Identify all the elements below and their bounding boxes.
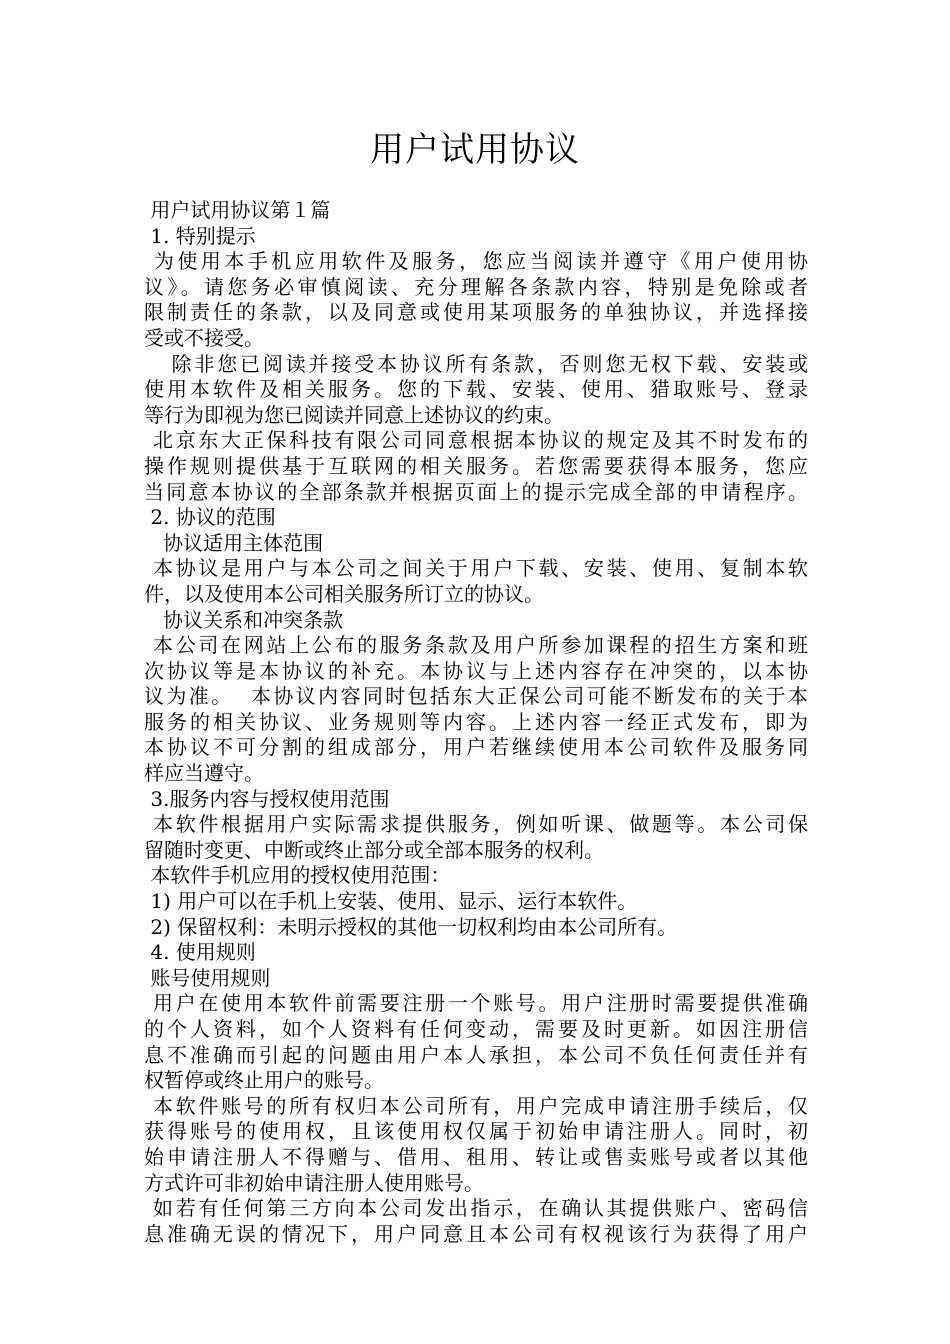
document-line: 本协议是用户与本公司之间关于用户下载、安装、使用、复制本软 (144, 556, 808, 581)
document-line: 权暂停或终止用户的账号。 (144, 1068, 384, 1093)
document-line: 件，以及使用本公司相关服务所订立的协议。 (144, 581, 544, 606)
document-line: 协议适用主体范围 (144, 530, 324, 555)
document-line: 样应当遵守。 (144, 761, 264, 786)
document-title: 用户试用协议 (370, 130, 580, 170)
document-line: 当同意本协议的全部条款并根据页面上的提示完成全部的申请程序。 (144, 479, 808, 504)
document-line: 获得账号的使用权，且该使用权仅属于初始申请注册人。同时，初 (144, 1119, 808, 1144)
document-line: 1) 用户可以在手机上安装、使用、显示、运行本软件。 (144, 889, 638, 914)
document-line: 为使用本手机应用软件及服务，您应当阅读并遵守《用户使用协 (144, 249, 808, 274)
document-line: 息准确无误的情况下，用户同意且本公司有权视该行为获得了用户 (144, 1221, 808, 1246)
document-line: 限制责任的条款，以及同意或使用某项服务的单独协议，并选择接 (144, 300, 808, 325)
document-line: 4. 使用规则 (144, 940, 256, 965)
document-line: 3.服务内容与授权使用范围 (144, 786, 390, 811)
document-line: 等行为即视为您已阅读并同意上述协议的约束。 (144, 402, 564, 427)
document-line: 次协议等是本协议的补充。本协议与上述内容存在冲突的，以本协 (144, 658, 808, 683)
document-line: 除非您已阅读并接受本协议所有条款，否则您无权下载、安装或 (144, 351, 808, 376)
document-line: 用户在使用本软件前需要注册一个账号。用户注册时需要提供准确 (144, 991, 808, 1016)
document-line: 用户试用协议第１篇 (144, 198, 331, 222)
document-line: 服务的相关协议、业务规则等内容。上述内容一经正式发布，即为 (144, 709, 808, 734)
document-line: 本软件根据用户实际需求提供服务，例如听课、做题等。本公司保 (144, 812, 808, 837)
document-line: 2) 保留权利：未明示授权的其他一切权利均由本公司所有。 (144, 914, 678, 939)
document-line: 留随时变更、中断或终止部分或全部本服务的权利。 (144, 837, 604, 862)
document-line: 如若有任何第三方向本公司发出指示，在确认其提供账户、密码信 (144, 1196, 808, 1221)
document-line: 议》。请您务必审慎阅读、充分理解各条款内容，特别是免除或者 (144, 274, 808, 299)
document-line: 方式许可非初始申请注册人使用账号。 (144, 1170, 484, 1195)
document-line: 本软件账号的所有权归本公司所有，用户完成申请注册手续后，仅 (144, 1093, 808, 1118)
document-line: 受或不接受。 (144, 325, 264, 350)
document-line: 操作规则提供基于互联网的相关服务。若您需要获得本服务，您应 (144, 453, 808, 478)
document-line: 使用本软件及相关服务。您的下载、安装、使用、猎取账号、登录 (144, 377, 808, 402)
document-line: 始申请注册人不得赠与、借用、租用、转让或售卖账号或者以其他 (144, 1144, 808, 1169)
document-line: 本协议不可分割的组成部分，用户若继续使用本公司软件及服务同 (144, 735, 808, 760)
document-body (144, 198, 808, 1247)
document-line: 本公司在网站上公布的服务条款及用户所参加课程的招生方案和班 (144, 633, 808, 658)
document-line: 的个人资料，如个人资料有任何变动，需要及时更新。如因注册信 (144, 1017, 808, 1041)
document-line: 本软件手机应用的授权使用范围： (144, 863, 451, 888)
document-line: 2. 协议的范围 (144, 505, 276, 530)
document-line: 1. 特别提示 (144, 223, 256, 248)
document-line: 息不准确而引起的问题由用户本人承担，本公司不负任何责任并有 (144, 1042, 808, 1067)
document-line: 议为准。 本协议内容同时包括东大正保公司可能不断发布的关于本 (144, 684, 808, 709)
document-line: 协议关系和冲突条款 (144, 607, 344, 632)
document-line: 北京东大正保科技有限公司同意根据本协议的规定及其不时发布的 (144, 428, 808, 453)
document-line: 账号使用规则 (144, 965, 271, 990)
